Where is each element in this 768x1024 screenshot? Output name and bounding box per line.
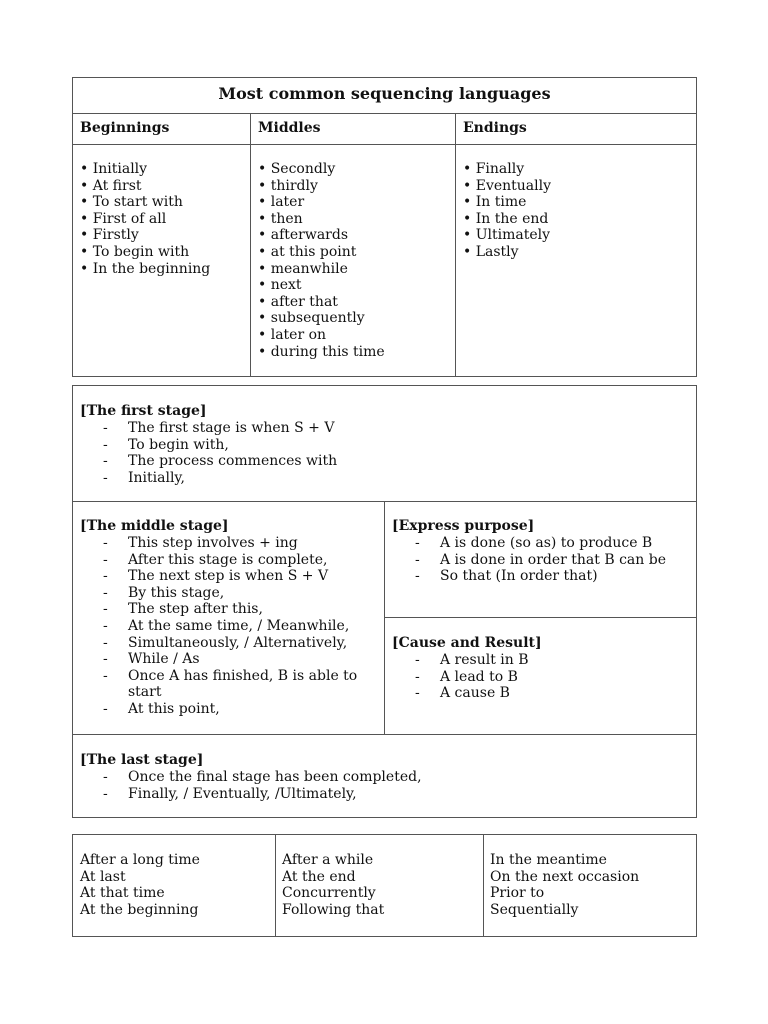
- list-item: Following that: [282, 901, 385, 918]
- table-col-divider-1: [250, 113, 251, 377]
- express-purpose-list: [392, 535, 666, 585]
- stages-divider-2: [72, 734, 697, 735]
- first-stage-list: [80, 420, 337, 486]
- list-item: - At this point,: [80, 701, 380, 718]
- list-item: In the meantime: [490, 852, 607, 868]
- column-header-middles: Middles: [258, 120, 321, 136]
- list-item: After a long time: [80, 852, 200, 868]
- first-stage-heading: [The first stage]: [80, 403, 207, 419]
- extra-phrases-col-1: [80, 852, 200, 918]
- last-stage-list: [80, 769, 422, 802]
- stages-divider-3: [384, 617, 697, 618]
- list-item: • meanwhile: [258, 261, 385, 278]
- list-item: • To start with: [80, 194, 210, 211]
- extra-col-divider-2: [483, 834, 484, 937]
- list-item: - The step after this,: [80, 601, 380, 618]
- list-item: • during this time: [258, 344, 385, 361]
- list-item: At the beginning: [80, 901, 199, 918]
- table-title-divider: [72, 113, 697, 114]
- list-item: After a while: [282, 852, 374, 868]
- list-item: - By this stage,: [80, 585, 380, 602]
- list-item: • then: [258, 211, 385, 228]
- column-header-endings: Endings: [463, 120, 527, 136]
- list-item: • at this point: [258, 244, 385, 261]
- list-item: • Lastly: [463, 244, 551, 261]
- list-item: • after that: [258, 294, 385, 311]
- list-item: At the end: [282, 868, 356, 885]
- cause-result-list: [392, 652, 529, 702]
- list-item: • In the end: [463, 211, 551, 228]
- list-item: - A cause B: [392, 685, 529, 702]
- list-item: • later: [258, 194, 385, 211]
- list-item: • later on: [258, 327, 385, 344]
- list-item: - Once the final stage has been completed,: [80, 769, 422, 786]
- list-item: - To begin with,: [80, 437, 337, 454]
- cause-result-heading: [Cause and Result]: [392, 635, 542, 651]
- extra-col-divider-1: [275, 834, 276, 937]
- list-item: • First of all: [80, 211, 210, 228]
- list-item: • Finally: [463, 161, 551, 178]
- list-item: - While / As: [80, 651, 380, 668]
- list-item: • To begin with: [80, 244, 210, 261]
- list-item: • Ultimately: [463, 227, 551, 244]
- table-header-divider: [72, 144, 697, 145]
- list-item: - Once A has finished, B is able to start: [80, 668, 368, 701]
- table-title: Most common sequencing languages: [218, 84, 551, 103]
- list-item: • Firstly: [80, 227, 210, 244]
- list-item: - Finally, / Eventually, /Ultimately,: [80, 786, 422, 803]
- list-item: - The next step is when S + V: [80, 568, 380, 585]
- list-item: • afterwards: [258, 227, 385, 244]
- stages-col-divider: [384, 501, 385, 734]
- extra-phrases-col-2: [282, 852, 384, 918]
- list-item: - Initially,: [80, 470, 337, 487]
- list-item: • In the beginning: [80, 261, 210, 278]
- list-item: Sequentially: [490, 901, 579, 918]
- express-purpose-heading: [Express purpose]: [392, 518, 535, 534]
- list-item: On the next occasion: [490, 868, 640, 885]
- list-item: • Initially: [80, 161, 210, 178]
- list-item: • In time: [463, 194, 551, 211]
- list-item: • Secondly: [258, 161, 385, 178]
- table-col-divider-2: [455, 113, 456, 377]
- list-item: Prior to: [490, 885, 545, 902]
- list-item: - A lead to B: [392, 669, 529, 686]
- list-item: • At first: [80, 178, 210, 195]
- list-item: - After this stage is complete,: [80, 552, 380, 569]
- middle-stage-heading: [The middle stage]: [80, 518, 229, 534]
- column-header-beginnings: Beginnings: [80, 120, 170, 136]
- list-item: - A is done (so as) to produce B: [392, 535, 666, 552]
- extra-phrases-col-3: [490, 852, 639, 918]
- list-item: - Simultaneously, / Alternatively,: [80, 635, 380, 652]
- list-item: - So that (In order that): [392, 568, 666, 585]
- beginnings-list: [80, 161, 210, 277]
- middles-list: [258, 161, 385, 360]
- list-item: • next: [258, 277, 385, 294]
- list-item: - This step involves + ing: [80, 535, 380, 552]
- list-item: - A result in B: [392, 652, 529, 669]
- list-item: • Eventually: [463, 178, 551, 195]
- last-stage-heading: [The last stage]: [80, 752, 204, 768]
- list-item: At that time: [80, 885, 165, 902]
- list-item: - The first stage is when S + V: [80, 420, 337, 437]
- list-item: • subsequently: [258, 310, 385, 327]
- list-item: • thirdly: [258, 178, 385, 195]
- list-item: - A is done in order that B can be: [392, 552, 666, 569]
- endings-list: [463, 161, 551, 261]
- list-item: - The process commences with: [80, 453, 337, 470]
- list-item: At last: [80, 868, 126, 885]
- list-item: Concurrently: [282, 885, 376, 902]
- list-item: - At the same time, / Meanwhile,: [80, 618, 380, 635]
- middle-stage-list: [80, 535, 380, 718]
